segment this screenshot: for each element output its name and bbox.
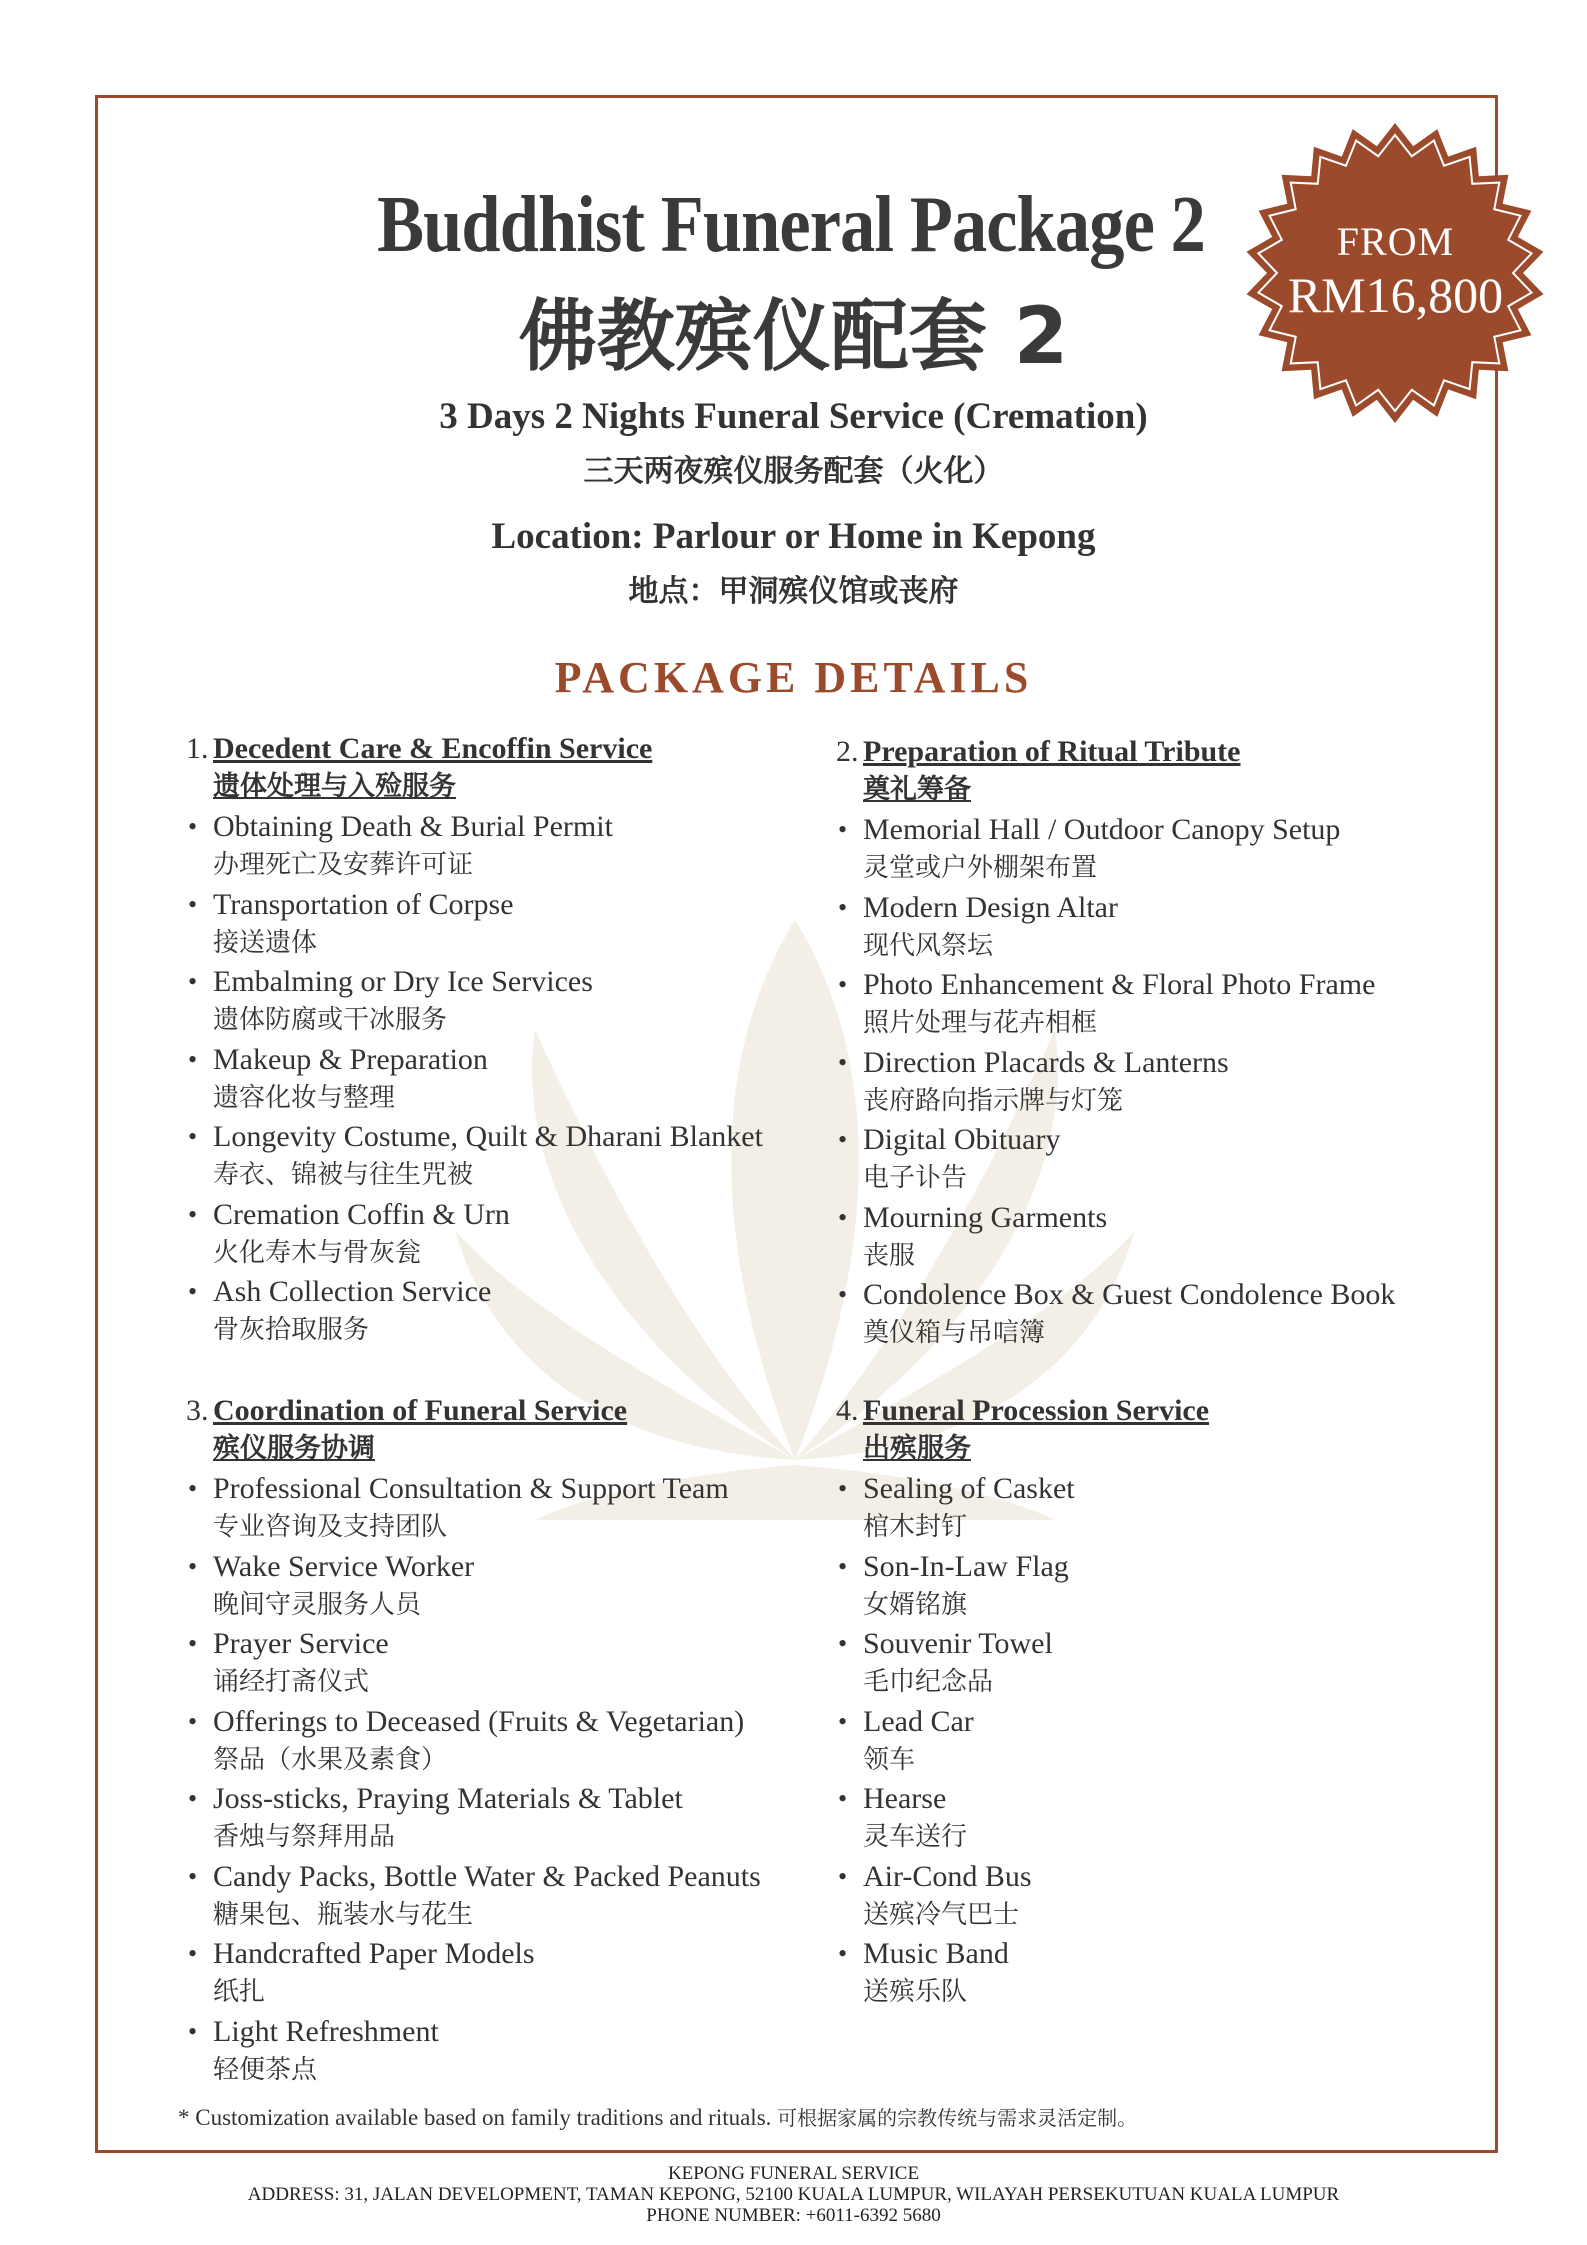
- section-title-chinese: 出殡服务: [863, 1433, 971, 1464]
- item-label-chinese: 骨灰拾取服务: [213, 1315, 370, 1345]
- bullet-icon: •: [838, 1551, 848, 1581]
- item-label-chinese: 火化寿木与骨灰瓮: [213, 1237, 422, 1268]
- item-label-chinese: 送殡乐队: [863, 1977, 968, 2007]
- footer-company: KEPONG FUNERAL SERVICE: [667, 2163, 920, 2184]
- item-label-chinese: 灵堂或户外棚架布置: [863, 853, 1098, 883]
- bullet-icon: •: [838, 1047, 848, 1077]
- bullet-icon: •: [838, 1280, 848, 1309]
- section-title: Preparation of Ritual Tribute: [863, 735, 1241, 768]
- bullet-icon: •: [188, 1939, 198, 1968]
- section-title: Coordination of Funeral Service: [213, 1394, 628, 1427]
- page-title-chinese: 佛教殡仪配套 2: [518, 292, 1069, 382]
- item-label-chinese: 轻便茶点: [213, 2054, 318, 2085]
- footer-address: ADDRESS: 31, JALAN DEVELOPMENT, TAMAN KEPONG, 52100 KUALA LUMPUR, WILAYAH PERSEKUTUAN KUALA LUMPUR: [247, 2184, 1340, 2205]
- item-label-chinese: 棺木封钉: [863, 1512, 968, 1542]
- item-label: Souvenir Towel: [863, 1627, 1053, 1660]
- item-label-chinese: 晚间守灵服务人员: [213, 1589, 422, 1620]
- section-title-chinese: 殡仪服务协调: [213, 1433, 375, 1464]
- bullet-icon: •: [838, 1706, 848, 1736]
- badge-price: RM16,800: [1287, 267, 1504, 323]
- item-label: Sealing of Casket: [863, 1472, 1075, 1505]
- item-label: Makeup & Preparation: [213, 1042, 488, 1076]
- item-label: Professional Consultation & Support Team: [213, 1472, 729, 1505]
- section-title-chinese: 遗体处理与入殓服务: [213, 771, 456, 802]
- bullet-icon: •: [188, 967, 198, 996]
- item-label-chinese: 领车: [863, 1744, 916, 1775]
- bullet-icon: •: [188, 1629, 198, 1658]
- section-title: Funeral Procession Service: [863, 1394, 1210, 1427]
- bullet-icon: •: [188, 1277, 198, 1306]
- item-label: Memorial Hall / Outdoor Canopy Setup: [863, 813, 1341, 846]
- item-label-chinese: 女婿铭旗: [863, 1589, 968, 1620]
- service-subtitle-chinese: 三天两夜殡仪服务配套（火化）: [583, 454, 1004, 489]
- bullet-icon: •: [188, 1861, 198, 1891]
- item-label-chinese: 照片处理与花卉相框: [863, 1008, 1098, 1038]
- item-label-chinese: 遗容化妆与整理: [213, 1082, 396, 1113]
- item-label: Digital Obituary: [863, 1123, 1061, 1156]
- bullet-icon: •: [188, 1044, 198, 1074]
- item-label: Ash Collection Service: [213, 1275, 492, 1308]
- item-label: Obtaining Death & Burial Permit: [213, 810, 613, 843]
- item-label: Hearse: [863, 1782, 947, 1815]
- bullet-icon: •: [838, 815, 848, 844]
- item-label: Cremation Coffin & Urn: [213, 1197, 510, 1231]
- item-label: Embalming or Dry Ice Services: [213, 965, 593, 998]
- item-label-chinese: 糖果包、瓶装水与花生: [213, 1899, 474, 1930]
- bullet-icon: •: [838, 1939, 848, 1968]
- item-label-chinese: 现代风祭坛: [863, 930, 994, 961]
- note-english: * Customization available based on family traditions and rituals.: [178, 2105, 772, 2130]
- item-label: Modern Design Altar: [863, 890, 1118, 924]
- bullet-icon: •: [838, 1629, 848, 1658]
- item-label-chinese: 接送遗体: [213, 927, 318, 958]
- item-label-chinese: 毛巾纪念品: [863, 1667, 994, 1697]
- bullet-icon: •: [188, 1474, 198, 1503]
- bullet-icon: •: [188, 1122, 198, 1151]
- location-subtitle-chinese: 地点：甲洞殡仪馆或丧府: [628, 574, 959, 609]
- bullet-icon: •: [188, 1706, 198, 1736]
- item-label: Handcrafted Paper Models: [213, 1937, 535, 1970]
- item-label: Mourning Garments: [863, 1200, 1108, 1234]
- item-label-chinese: 送殡冷气巴士: [863, 1899, 1020, 1930]
- item-label-chinese: 纸扎: [213, 1977, 266, 2007]
- bullet-icon: •: [188, 1199, 198, 1229]
- section-number: 2.: [836, 735, 859, 768]
- section-number: 3.: [186, 1394, 209, 1427]
- section-title-chinese: 奠礼筹备: [863, 774, 971, 805]
- item-label-chinese: 遗体防腐或干冰服务: [213, 1005, 448, 1035]
- item-label: Wake Service Worker: [213, 1549, 475, 1583]
- bullet-icon: •: [188, 812, 198, 841]
- item-label-chinese: 灵车送行: [863, 1822, 968, 1852]
- item-label: Music Band: [863, 1937, 1009, 1970]
- customization-note: [178, 2102, 1137, 2131]
- item-label: Light Refreshment: [213, 2014, 439, 2048]
- bullet-icon: •: [838, 970, 848, 999]
- service-subtitle: 3 Days 2 Nights Funeral Service (Cremation): [439, 396, 1148, 437]
- bullet-icon: •: [188, 889, 198, 919]
- item-label-chinese: 电子讣告: [863, 1163, 968, 1193]
- item-label: Photo Enhancement & Floral Photo Frame: [863, 968, 1376, 1001]
- package-details-heading: PACKAGE DETAILS: [554, 653, 1033, 702]
- item-label: Longevity Costume, Quilt & Dharani Blanket: [213, 1120, 763, 1153]
- bullet-icon: •: [188, 1551, 198, 1581]
- bullet-icon: •: [838, 1861, 848, 1891]
- bullet-icon: •: [838, 1125, 848, 1154]
- section-title: Decedent Care & Encoffin Service: [213, 732, 653, 765]
- bullet-icon: •: [838, 1202, 848, 1232]
- page-title: Buddhist Funeral Package 2: [377, 181, 1205, 269]
- item-label-chinese: 丧府路向指示牌与灯笼: [863, 1085, 1124, 1116]
- item-label-chinese: 丧服: [863, 1240, 916, 1271]
- item-label: Son-In-Law Flag: [863, 1549, 1069, 1583]
- item-label-chinese: 专业咨询及支持团队: [213, 1512, 448, 1542]
- bullet-icon: •: [838, 1784, 848, 1813]
- footer: [0, 2163, 1587, 2226]
- item-label-chinese: 诵经打斋仪式: [213, 1667, 370, 1697]
- item-label-chinese: 办理死亡及安葬许可证: [213, 850, 474, 880]
- item-label: Offerings to Deceased (Fruits & Vegetarian): [213, 1704, 745, 1738]
- bullet-icon: •: [188, 2016, 198, 2046]
- item-label: Direction Placards & Lanterns: [863, 1045, 1229, 1079]
- item-label-chinese: 香烛与祭拜用品: [213, 1822, 396, 1852]
- bullet-icon: •: [188, 1784, 198, 1813]
- item-label: Prayer Service: [213, 1627, 389, 1660]
- item-label: Transportation of Corpse: [213, 887, 514, 921]
- note-chinese: 可根据家属的宗教传统与需求灵活定制。: [777, 2106, 1138, 2130]
- item-label-chinese: 祭品（水果及素食）: [213, 1744, 448, 1775]
- item-label-chinese: 寿衣、锦被与往生咒被: [213, 1160, 474, 1190]
- item-label: Condolence Box & Guest Condolence Book: [863, 1278, 1396, 1311]
- section-number: 1.: [186, 732, 209, 765]
- item-label: Joss-sticks, Praying Materials & Tablet: [213, 1782, 683, 1815]
- item-label: Lead Car: [863, 1704, 974, 1738]
- location-subtitle: Location: Parlour or Home in Kepong: [491, 516, 1096, 557]
- bullet-icon: •: [838, 892, 848, 922]
- item-label: Candy Packs, Bottle Water & Packed Peanuts: [213, 1859, 761, 1893]
- footer-phone: PHONE NUMBER: +6011-6392 5680: [646, 2205, 941, 2226]
- item-label: Air-Cond Bus: [863, 1859, 1032, 1893]
- badge-from-label: FROM: [1336, 219, 1455, 264]
- section-number: 4.: [836, 1394, 859, 1427]
- bullet-icon: •: [838, 1474, 848, 1503]
- item-label-chinese: 奠仪箱与吊唁簿: [863, 1318, 1046, 1348]
